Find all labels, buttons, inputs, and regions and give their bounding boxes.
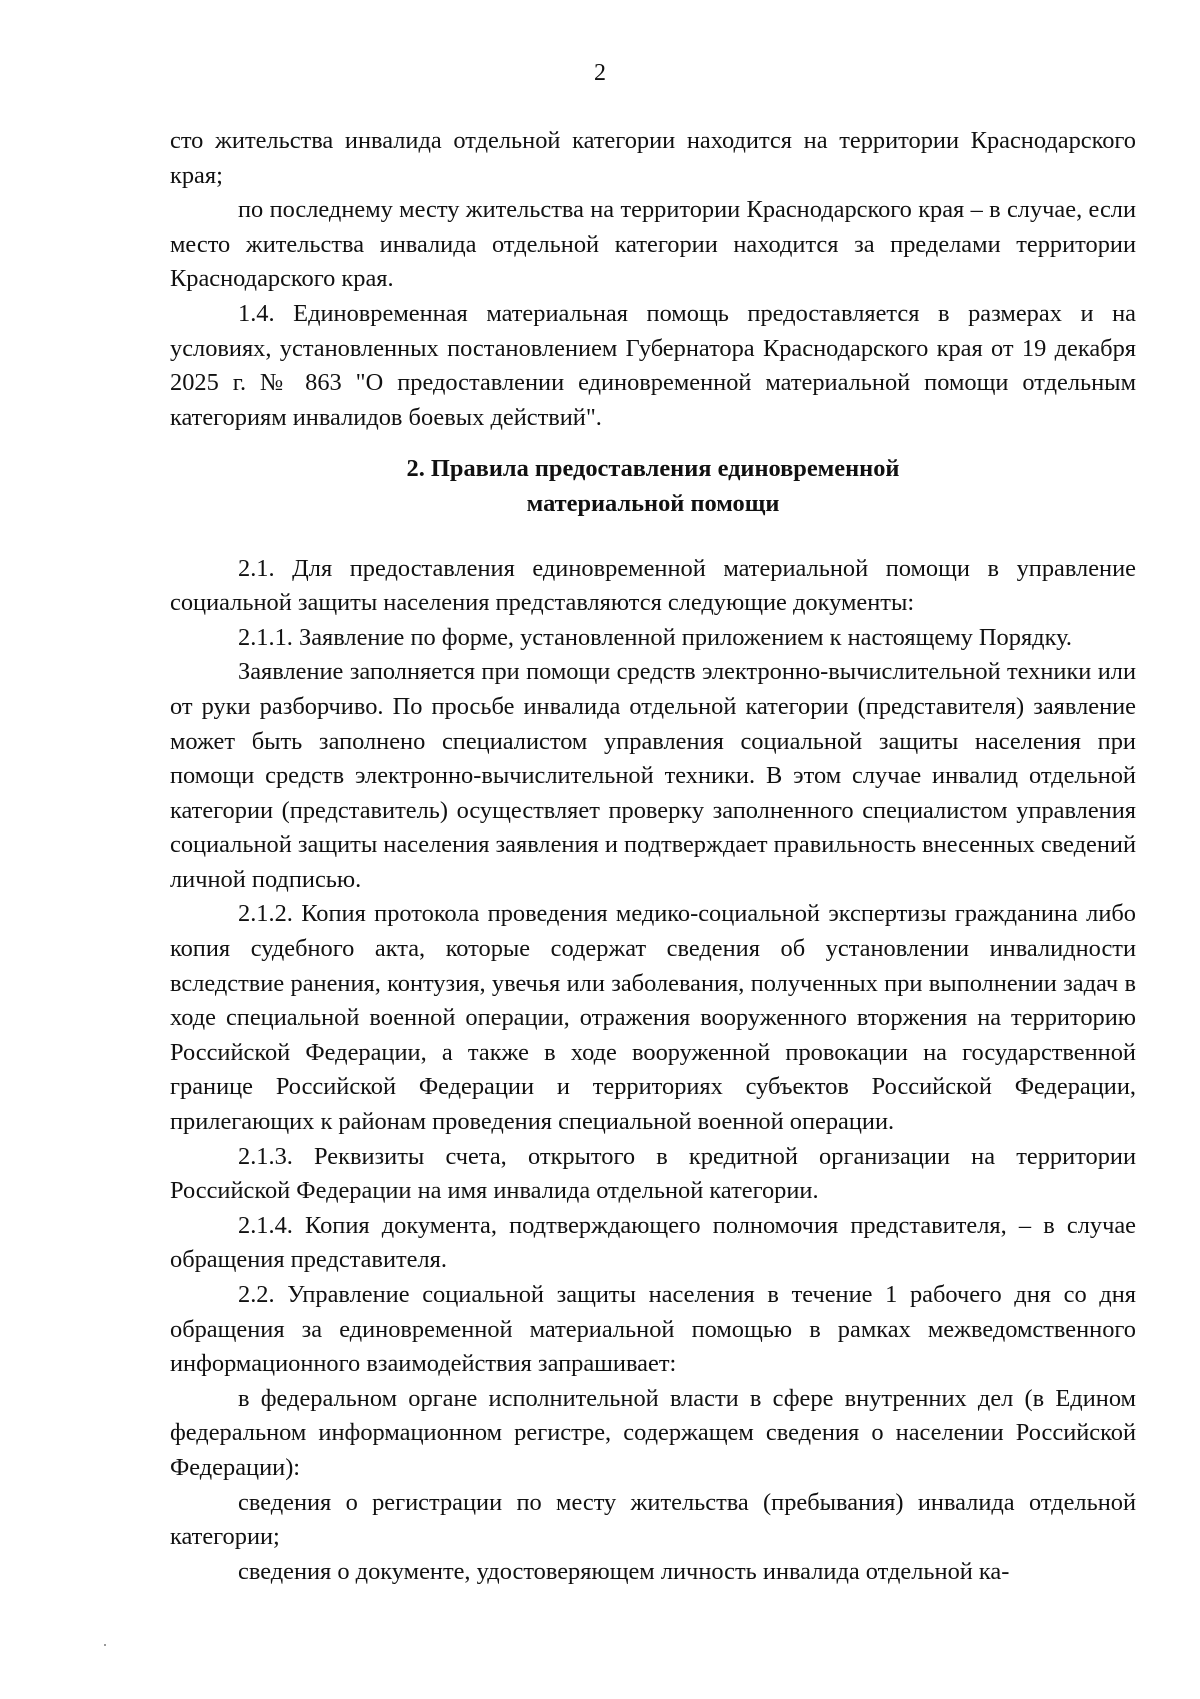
paragraph-1-4: 1.4. Единовременная материальная помощь предоставляется в размерах и на условиях, установленных постановлением Губернатора Краснодарского края от 19 декабря 2025 г. № 863 "О предоставлении единовременной материальной помощи отдельным категориям инвалидов боевых действий". [170, 299, 1136, 431]
paragraph-last-residence: по последнему месту жительства на территории Краснодарского края – в случае, если место жительства инвалида отдельной категории находится за пределами территории Краснодарского края. [170, 196, 1136, 293]
paragraph-2-1-3: 2.1.3. Реквизиты счета, открытого в кредитной организации на территории Российской Федерации на имя инвалида отдельной категории. [170, 1142, 1136, 1205]
section-2-title-line-2: материальной помощи [526, 489, 780, 517]
paragraph-federal-body: в федеральном органе исполнительной власти в сфере внутренних дел (в Едином федеральном информационном регистре, содержащем сведения о населении Российской Федерации): [170, 1384, 1136, 1481]
scan-artifact [104, 1644, 106, 1646]
paragraph-identity-document: сведения о документе, удостоверяющем личность инвалида отдельной ка- [238, 1557, 1010, 1585]
paragraph-continuation: сто жительства инвалида отдельной категории находится на территории Краснодарского края; [170, 127, 1136, 189]
paragraph-registration-info: сведения о регистрации по месту жительства (пребывания) инвалида отдельной категории; [170, 1488, 1136, 1551]
section-2-title-line-1: 2. Правила предоставления единовременной [406, 455, 900, 483]
paragraph-2-1: 2.1. Для предоставления единовременной материальной помощи в управление социальной защиты населения представляются следующие документы: [170, 554, 1136, 617]
paragraph-2-2: 2.2. Управление социальной защиты населения в течение 1 рабочего дня со дня обращения за единовременной материальной помощью в рамках межведомственного информационного взаимодействия запрашивает: [170, 1281, 1136, 1378]
section-2-title [170, 452, 1136, 521]
paragraph-2-1-4: 2.1.4. Копия документа, подтверждающего полномочия представителя, – в случае обращения представителя. [170, 1211, 1136, 1274]
paragraph-2-1-2: 2.1.2. Копия протокола проведения медико-социальной экспертизы гражданина либо копия судебного акта, которые содержат сведения об установлении инвалидности вследствие ранения, контузия, увечья или заболевания, полученных при выполнении задач в ходе специальной военной операции, отражения вооруженного вторжения на территорию Российской Федерации, а также в ходе вооруженной провокации на государственной границе Российской Федерации и территориях субъектов Российской Федерации, прилегающих к районам проведения специальной военной операции. [170, 900, 1136, 1136]
paragraph-2-1-1: 2.1.1. Заявление по форме, установленной приложением к настоящему Порядку. [238, 623, 1072, 651]
paragraph-application-filling: Заявление заполняется при помощи средств электронно-вычислительной техники или от руки разборчиво. По просьбе инвалида отдельной категории (представителя) заявление может быть заполнено специалистом управления социальной защиты населения при помощи средств электронно-вычислительной техники. В этом случае инвалид отдельной категории (представитель) осуществляет проверку заполненного специалистом управления социальной защиты населения заявления и подтверждает правильность внесенных сведений личной подписью. [170, 658, 1137, 893]
page-number: 2 [594, 60, 606, 86]
document-body [170, 124, 1136, 1589]
